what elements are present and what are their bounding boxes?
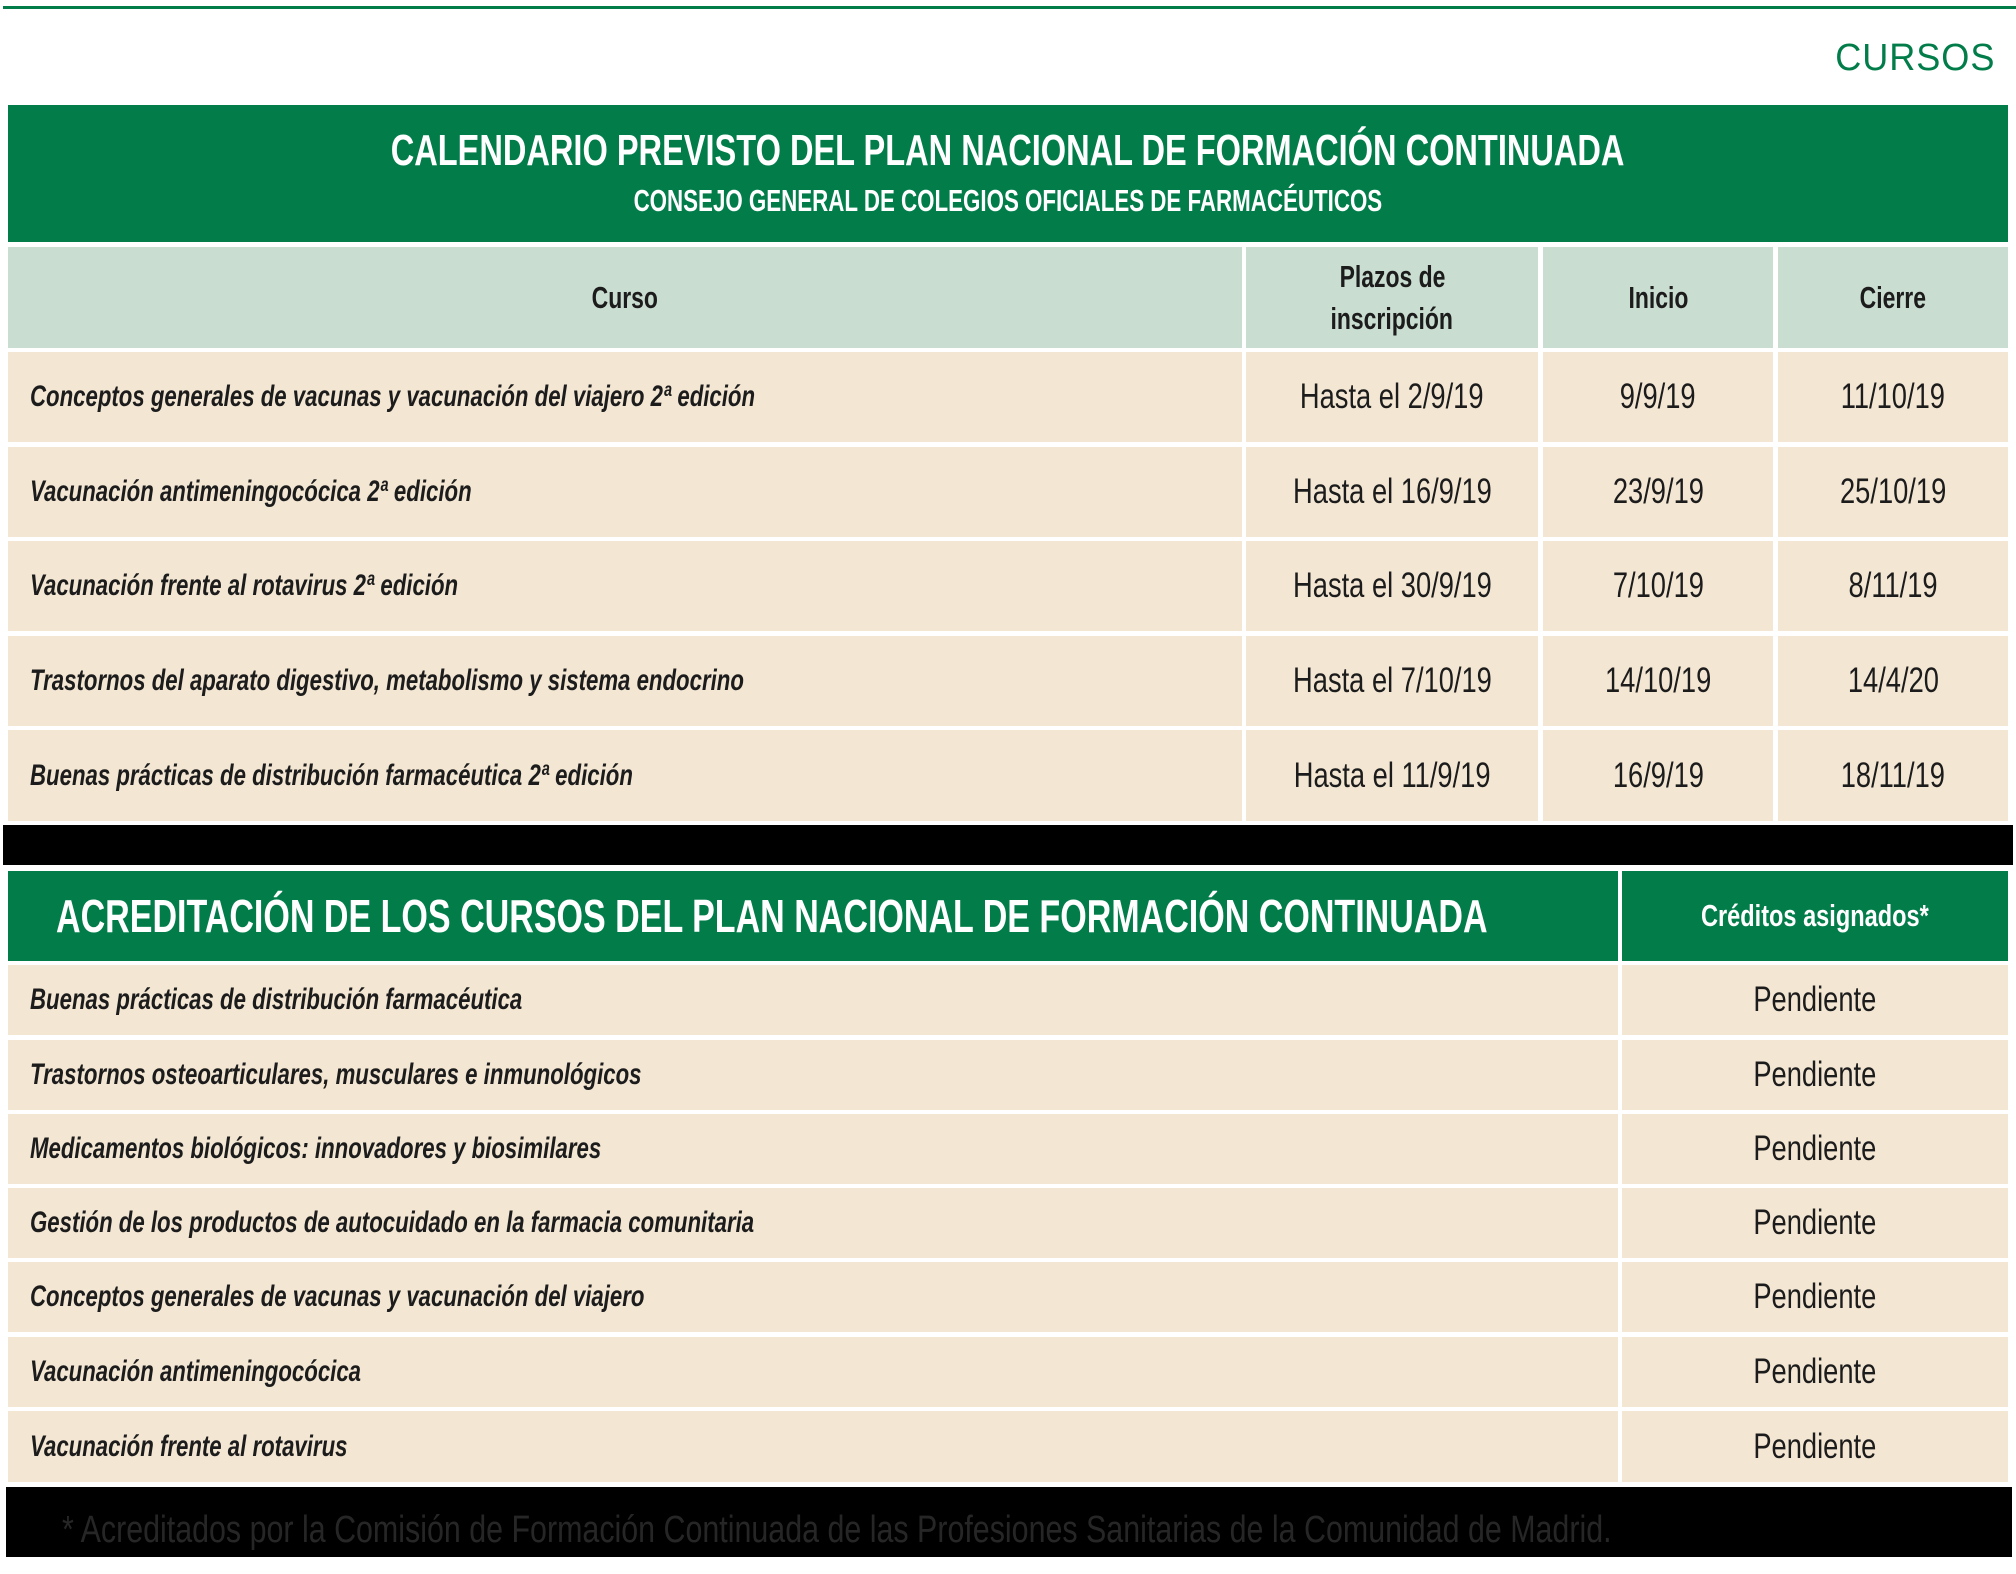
footnote-bar	[6, 1487, 2012, 1557]
plazos-cell	[1246, 352, 1538, 442]
plazos-cell	[1246, 636, 1538, 726]
course-name: Buenas prácticas de distribución farmacéutica 2ª edición	[30, 758, 633, 792]
course-name: Vacunación frente al rotavirus 2ª edición	[30, 569, 459, 602]
course-name-cell	[8, 730, 1242, 821]
course-name-cell	[8, 447, 1242, 537]
cierre-value: 8/11/19	[1848, 566, 1938, 605]
inicio-cell	[1543, 541, 1773, 631]
course-name-cell	[8, 352, 1242, 442]
inicio-cell	[1543, 352, 1773, 442]
plazos-value: Hasta el 2/9/19	[1300, 377, 1484, 416]
plazos-cell	[1246, 541, 1538, 631]
course-name-cell	[8, 636, 1242, 726]
calendar-title-text: CALENDARIO PREVISTO DEL PLAN NACIONAL DE FORMACIÓN CONTINUADA	[391, 126, 1625, 175]
credits-cell	[1622, 1188, 2008, 1258]
credits-cell	[1622, 1411, 2008, 1482]
credits-cell	[1622, 1337, 2008, 1407]
column-header-cierre-text: Cierre	[1859, 279, 1927, 315]
plazos-value: Hasta el 11/9/19	[1293, 755, 1491, 795]
calendar-title	[8, 127, 2008, 175]
top-rule-divider	[3, 6, 2016, 9]
inicio-cell	[1543, 730, 1773, 821]
footnote-text: * Acreditados por la Comisión de Formación Continuada de las Profesiones Sanitarias de la Comunidad de Madrid.	[62, 1509, 1612, 1551]
footnote	[62, 1507, 1999, 1553]
course-name: Conceptos generales de vacunas y vacunación del viajero 2ª edición	[30, 380, 756, 413]
course-name-cell	[8, 1337, 1618, 1407]
course-name-cell	[8, 1188, 1618, 1258]
course-name: Vacunación antimeningocócica	[30, 1355, 362, 1388]
column-header-plazos-line1: Plazos de	[1339, 258, 1445, 294]
cierre-value: 14/4/20	[1847, 661, 1939, 700]
credits-cell	[1622, 1114, 2008, 1184]
course-name-cell	[8, 541, 1242, 631]
inicio-value: 9/9/19	[1620, 377, 1696, 416]
cierre-cell	[1778, 730, 2008, 821]
calendar-subtitle	[8, 183, 2008, 219]
column-header-plazos	[1246, 247, 1538, 348]
credits-value: Pendiente	[1753, 1426, 1877, 1466]
plazos-cell	[1246, 730, 1538, 821]
section-label	[1831, 36, 2000, 80]
course-name: Vacunación antimeningocócica 2ª edición	[30, 475, 472, 508]
course-name-cell	[8, 1262, 1618, 1332]
cierre-cell	[1778, 541, 2008, 631]
course-name-cell	[8, 965, 1618, 1035]
cierre-value: 18/11/19	[1840, 755, 1946, 795]
section-label-text: CURSOS	[1835, 37, 1996, 79]
accreditation-title	[8, 871, 1618, 961]
column-header-inicio-text: Inicio	[1628, 279, 1688, 315]
plazos-cell	[1246, 447, 1538, 537]
credits-value: Pendiente	[1753, 980, 1877, 1019]
cierre-cell	[1778, 636, 2008, 726]
separator-bar	[3, 825, 2013, 865]
cierre-cell	[1778, 447, 2008, 537]
inicio-value: 14/10/19	[1604, 661, 1712, 700]
course-name: Buenas prácticas de distribución farmacéutica	[30, 983, 523, 1016]
column-header-curso	[8, 247, 1242, 348]
calendar-title-banner	[8, 105, 2008, 242]
course-name-cell	[8, 1114, 1618, 1184]
plazos-value: Hasta el 16/9/19	[1292, 472, 1492, 511]
inicio-value: 23/9/19	[1612, 472, 1704, 511]
cierre-value: 11/10/19	[1840, 377, 1946, 416]
course-name: Trastornos osteoarticulares, musculares e inmunológicos	[30, 1058, 642, 1091]
column-header-creditos-text: Créditos asignados*	[1701, 898, 1929, 933]
course-name: Gestión de los productos de autocuidado en la farmacia comunitaria	[30, 1206, 755, 1239]
inicio-cell	[1543, 447, 1773, 537]
plazos-value: Hasta el 30/9/19	[1292, 566, 1492, 605]
credits-cell	[1622, 1262, 2008, 1332]
course-name-cell	[8, 1411, 1618, 1482]
course-name: Trastornos del aparato digestivo, metabolismo y sistema endocrino	[30, 664, 744, 697]
column-header-curso-text: Curso	[591, 279, 659, 315]
column-header-cierre	[1778, 247, 2008, 348]
calendar-subtitle-text: CONSEJO GENERAL DE COLEGIOS OFICIALES DE FARMACÉUTICOS	[633, 183, 1383, 218]
plazos-value: Hasta el 7/10/19	[1292, 661, 1492, 700]
accreditation-title-text: ACREDITACIÓN DE LOS CURSOS DEL PLAN NACIONAL DE FORMACIÓN CONTINUADA	[56, 890, 1488, 942]
column-header-creditos	[1622, 871, 2008, 961]
course-name: Vacunación frente al rotavirus	[30, 1429, 348, 1463]
course-name: Conceptos generales de vacunas y vacunación del viajero	[30, 1280, 645, 1313]
course-name: Medicamentos biológicos: innovadores y biosimilares	[30, 1132, 602, 1165]
course-name-cell	[8, 1040, 1618, 1110]
credits-value: Pendiente	[1753, 1129, 1877, 1168]
inicio-value: 16/9/19	[1612, 755, 1704, 795]
credits-value: Pendiente	[1753, 1203, 1877, 1242]
credits-cell	[1622, 1040, 2008, 1110]
inicio-value: 7/10/19	[1612, 566, 1704, 605]
inicio-cell	[1543, 636, 1773, 726]
credits-value: Pendiente	[1753, 1352, 1877, 1391]
column-header-inicio	[1543, 247, 1773, 348]
credits-cell	[1622, 965, 2008, 1035]
cierre-cell	[1778, 352, 2008, 442]
column-header-plazos-line2: inscripción	[1330, 300, 1454, 336]
cierre-value: 25/10/19	[1839, 472, 1947, 511]
credits-value: Pendiente	[1753, 1055, 1877, 1094]
credits-value: Pendiente	[1753, 1277, 1877, 1316]
